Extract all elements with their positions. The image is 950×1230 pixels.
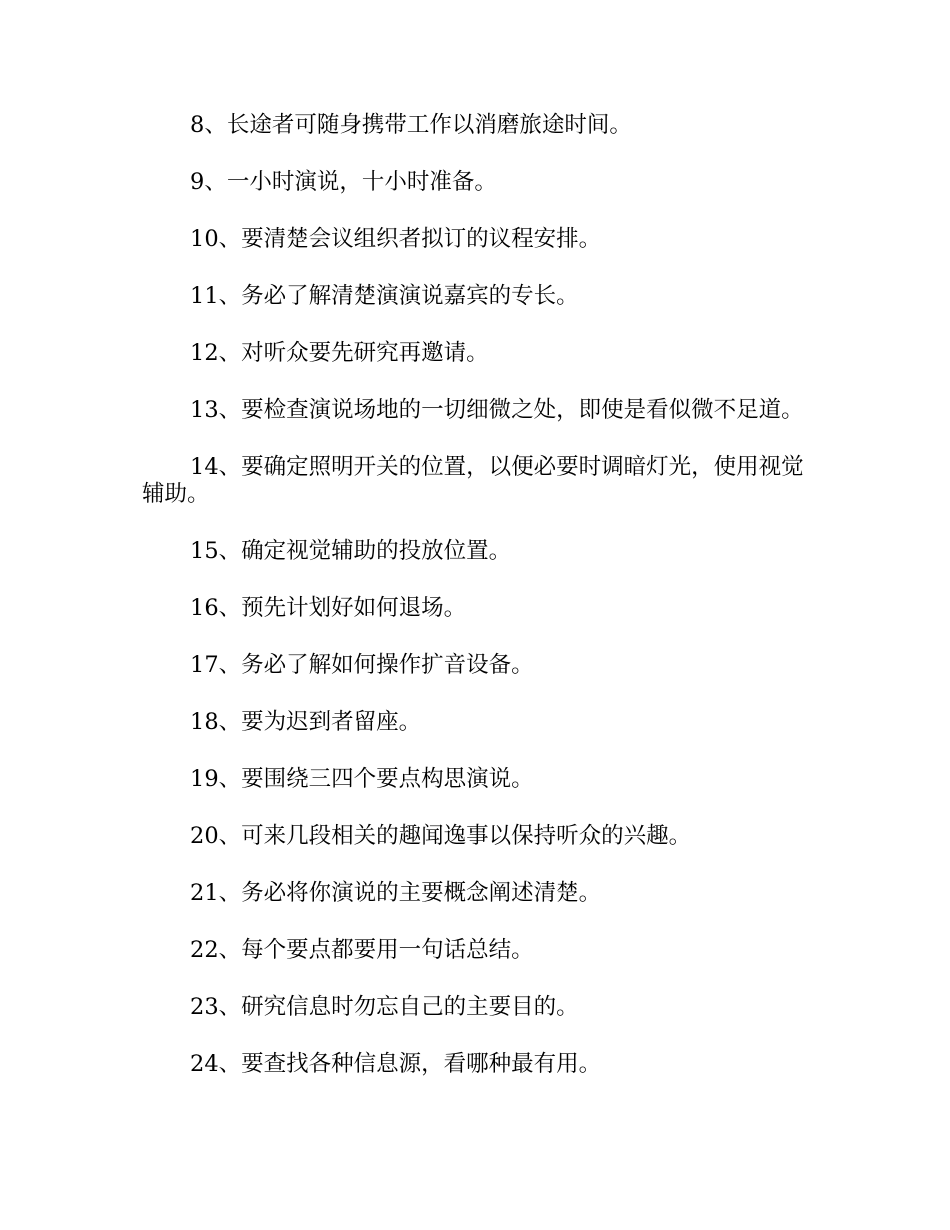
paragraph-item-19: 19、要围绕三四个要点构思演说。 [190,766,534,792]
paragraph-item-13: 13、要检查演说场地的一切细微之处，即使是看似微不足道。 [190,397,804,423]
paragraph-item-18: 18、要为迟到者留座。 [190,709,422,735]
paragraph-item-20: 20、可来几段相关的趣闻逸事以保持听众的兴趣。 [190,823,692,849]
paragraph-item-16: 16、预先计划好如何退场。 [190,595,467,621]
paragraph-item-9: 9、一小时演说，十小时准备。 [190,169,497,195]
paragraph-item-17: 17、务必了解如何操作扩音设备。 [190,652,534,678]
paragraph-item-8: 8、长途者可随身携带工作以消磨旅途时间。 [190,112,632,138]
paragraph-item-14: 14、要确定照明开关的位置，以便必要时调暗灯光，使用视觉辅助。 [142,454,804,507]
paragraph-item-23: 23、研究信息时勿忘自己的主要目的。 [190,994,579,1020]
paragraph-item-12: 12、对听众要先研究再邀请。 [190,340,489,366]
paragraph-item-24: 24、要查找各种信息源，看哪种最有用。 [190,1051,602,1077]
paragraph-item-22: 22、每个要点都要用一句话总结。 [190,937,534,963]
paragraph-item-15: 15、确定视觉辅助的投放位置。 [190,538,512,564]
paragraph-item-21: 21、务必将你演说的主要概念阐述清楚。 [190,880,602,906]
paragraph-item-11: 11、务必了解清楚演演说嘉宾的专长。 [190,283,579,309]
paragraph-item-10: 10、要清楚会议组织者拟订的议程安排。 [190,226,602,252]
document-body [142,112,814,1108]
